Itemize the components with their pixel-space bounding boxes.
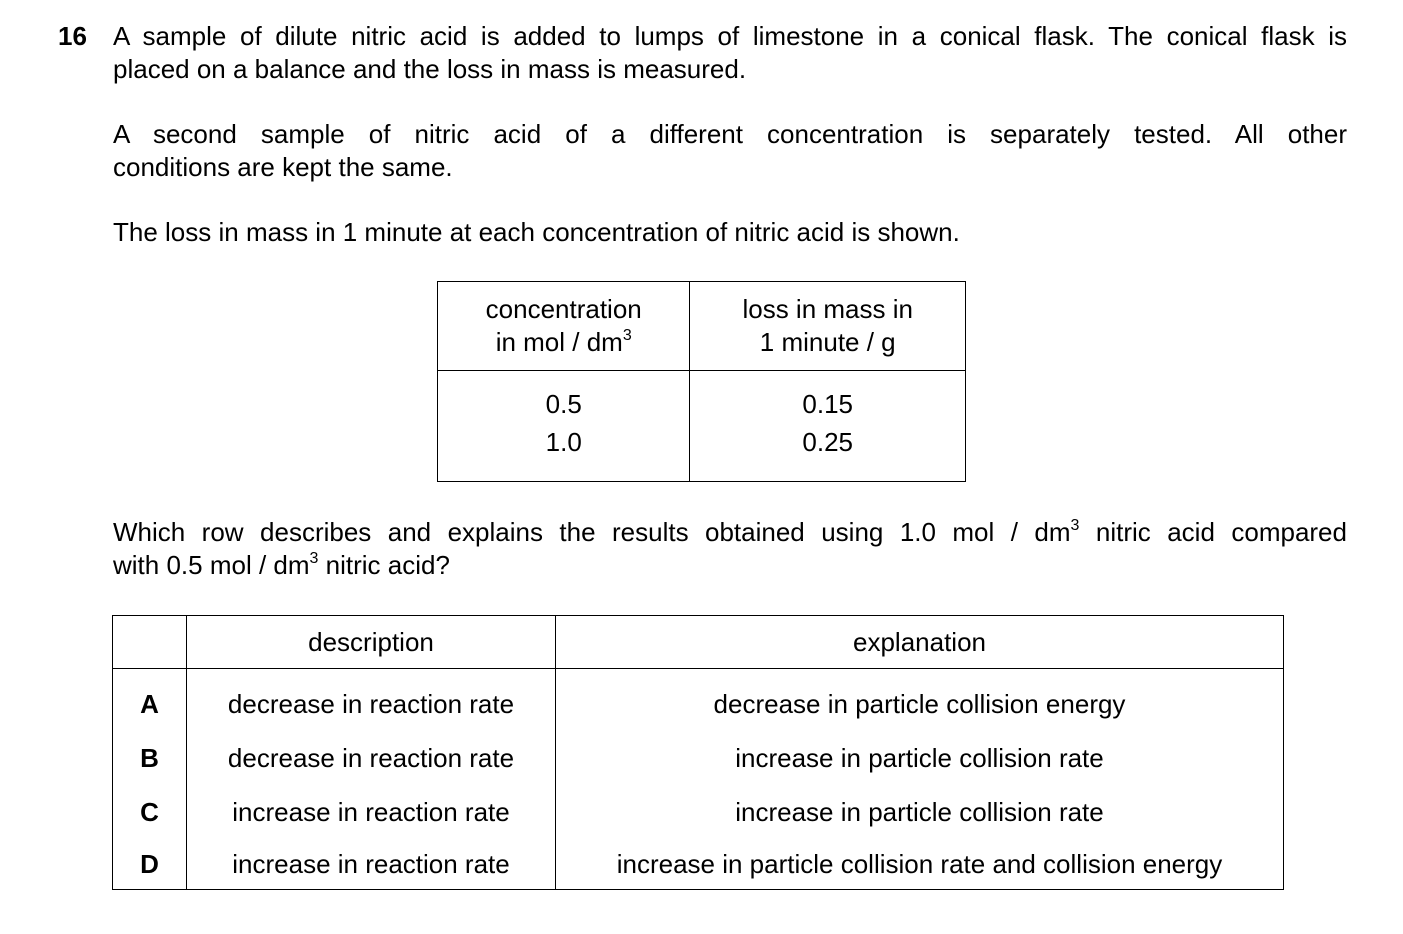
option-explanation: decrease in particle collision energy [556,669,1284,732]
superscript: 3 [309,550,319,567]
text-segment: Which row describes and explains the results obtained using 1.0 mol / dm [113,517,1071,547]
table-cell: 1.0 [438,425,690,482]
question-paragraph-1 [113,20,1347,86]
superscript: 3 [1070,517,1080,534]
option-letter[interactable]: D [113,839,187,890]
option-letter[interactable]: A [113,669,187,732]
header-text: concentration [485,294,642,324]
header-text: loss in mass in [742,294,913,324]
paragraph-line [113,549,1347,582]
question-number: 16 [58,21,87,51]
question-paragraph-3 [113,216,1347,249]
option-row-b[interactable] [113,731,1284,785]
table-cell: 0.25 [690,425,966,482]
paragraph-line: A second sample of nitric acid of a different concentration is separately tested. All other [113,119,1347,149]
option-row-d[interactable] [113,839,1284,890]
option-description: increase in reaction rate [187,839,556,890]
option-letter[interactable]: C [113,785,187,839]
header-concentration [438,282,690,371]
option-description: decrease in reaction rate [187,731,556,785]
text-segment: nitric acid compared [1079,517,1347,547]
paragraph-line: conditions are kept the same. [113,152,453,182]
option-row-c[interactable] [113,785,1284,839]
header-text: in mol / dm [495,327,623,357]
question-paragraph-2 [113,118,1347,184]
header-text: 1 minute / g [759,327,896,357]
header-explanation: explanation [556,616,1284,669]
paragraph-line: The loss in mass in 1 minute at each concentration of nitric acid is shown. [113,217,960,247]
header-loss-in-mass [690,282,966,371]
table-cell: 0.15 [690,371,966,426]
text-segment: with 0.5 mol / dm [113,550,310,580]
option-row-a[interactable] [113,669,1284,732]
table-row [438,425,966,482]
table-row [438,371,966,426]
option-description: increase in reaction rate [187,785,556,839]
option-explanation: increase in particle collision rate [556,731,1284,785]
option-description: decrease in reaction rate [187,669,556,732]
paragraph-line [113,516,1347,549]
text-segment: nitric acid? [318,550,450,580]
option-letter[interactable]: B [113,731,187,785]
option-explanation: increase in particle collision rate and collision energy [556,839,1284,890]
concentration-data-table [437,281,966,482]
header-letter [113,616,187,669]
option-explanation: increase in particle collision rate [556,785,1284,839]
question-paragraph-4 [113,516,1347,582]
table-cell: 0.5 [438,371,690,426]
paragraph-line: placed on a balance and the loss in mass is measured. [113,54,747,84]
header-description: description [187,616,556,669]
paragraph-line: A sample of dilute nitric acid is added to lumps of limestone in a conical flask. The conical flask is [113,21,1347,51]
answer-options-table [112,615,1284,890]
superscript: 3 [622,327,632,344]
